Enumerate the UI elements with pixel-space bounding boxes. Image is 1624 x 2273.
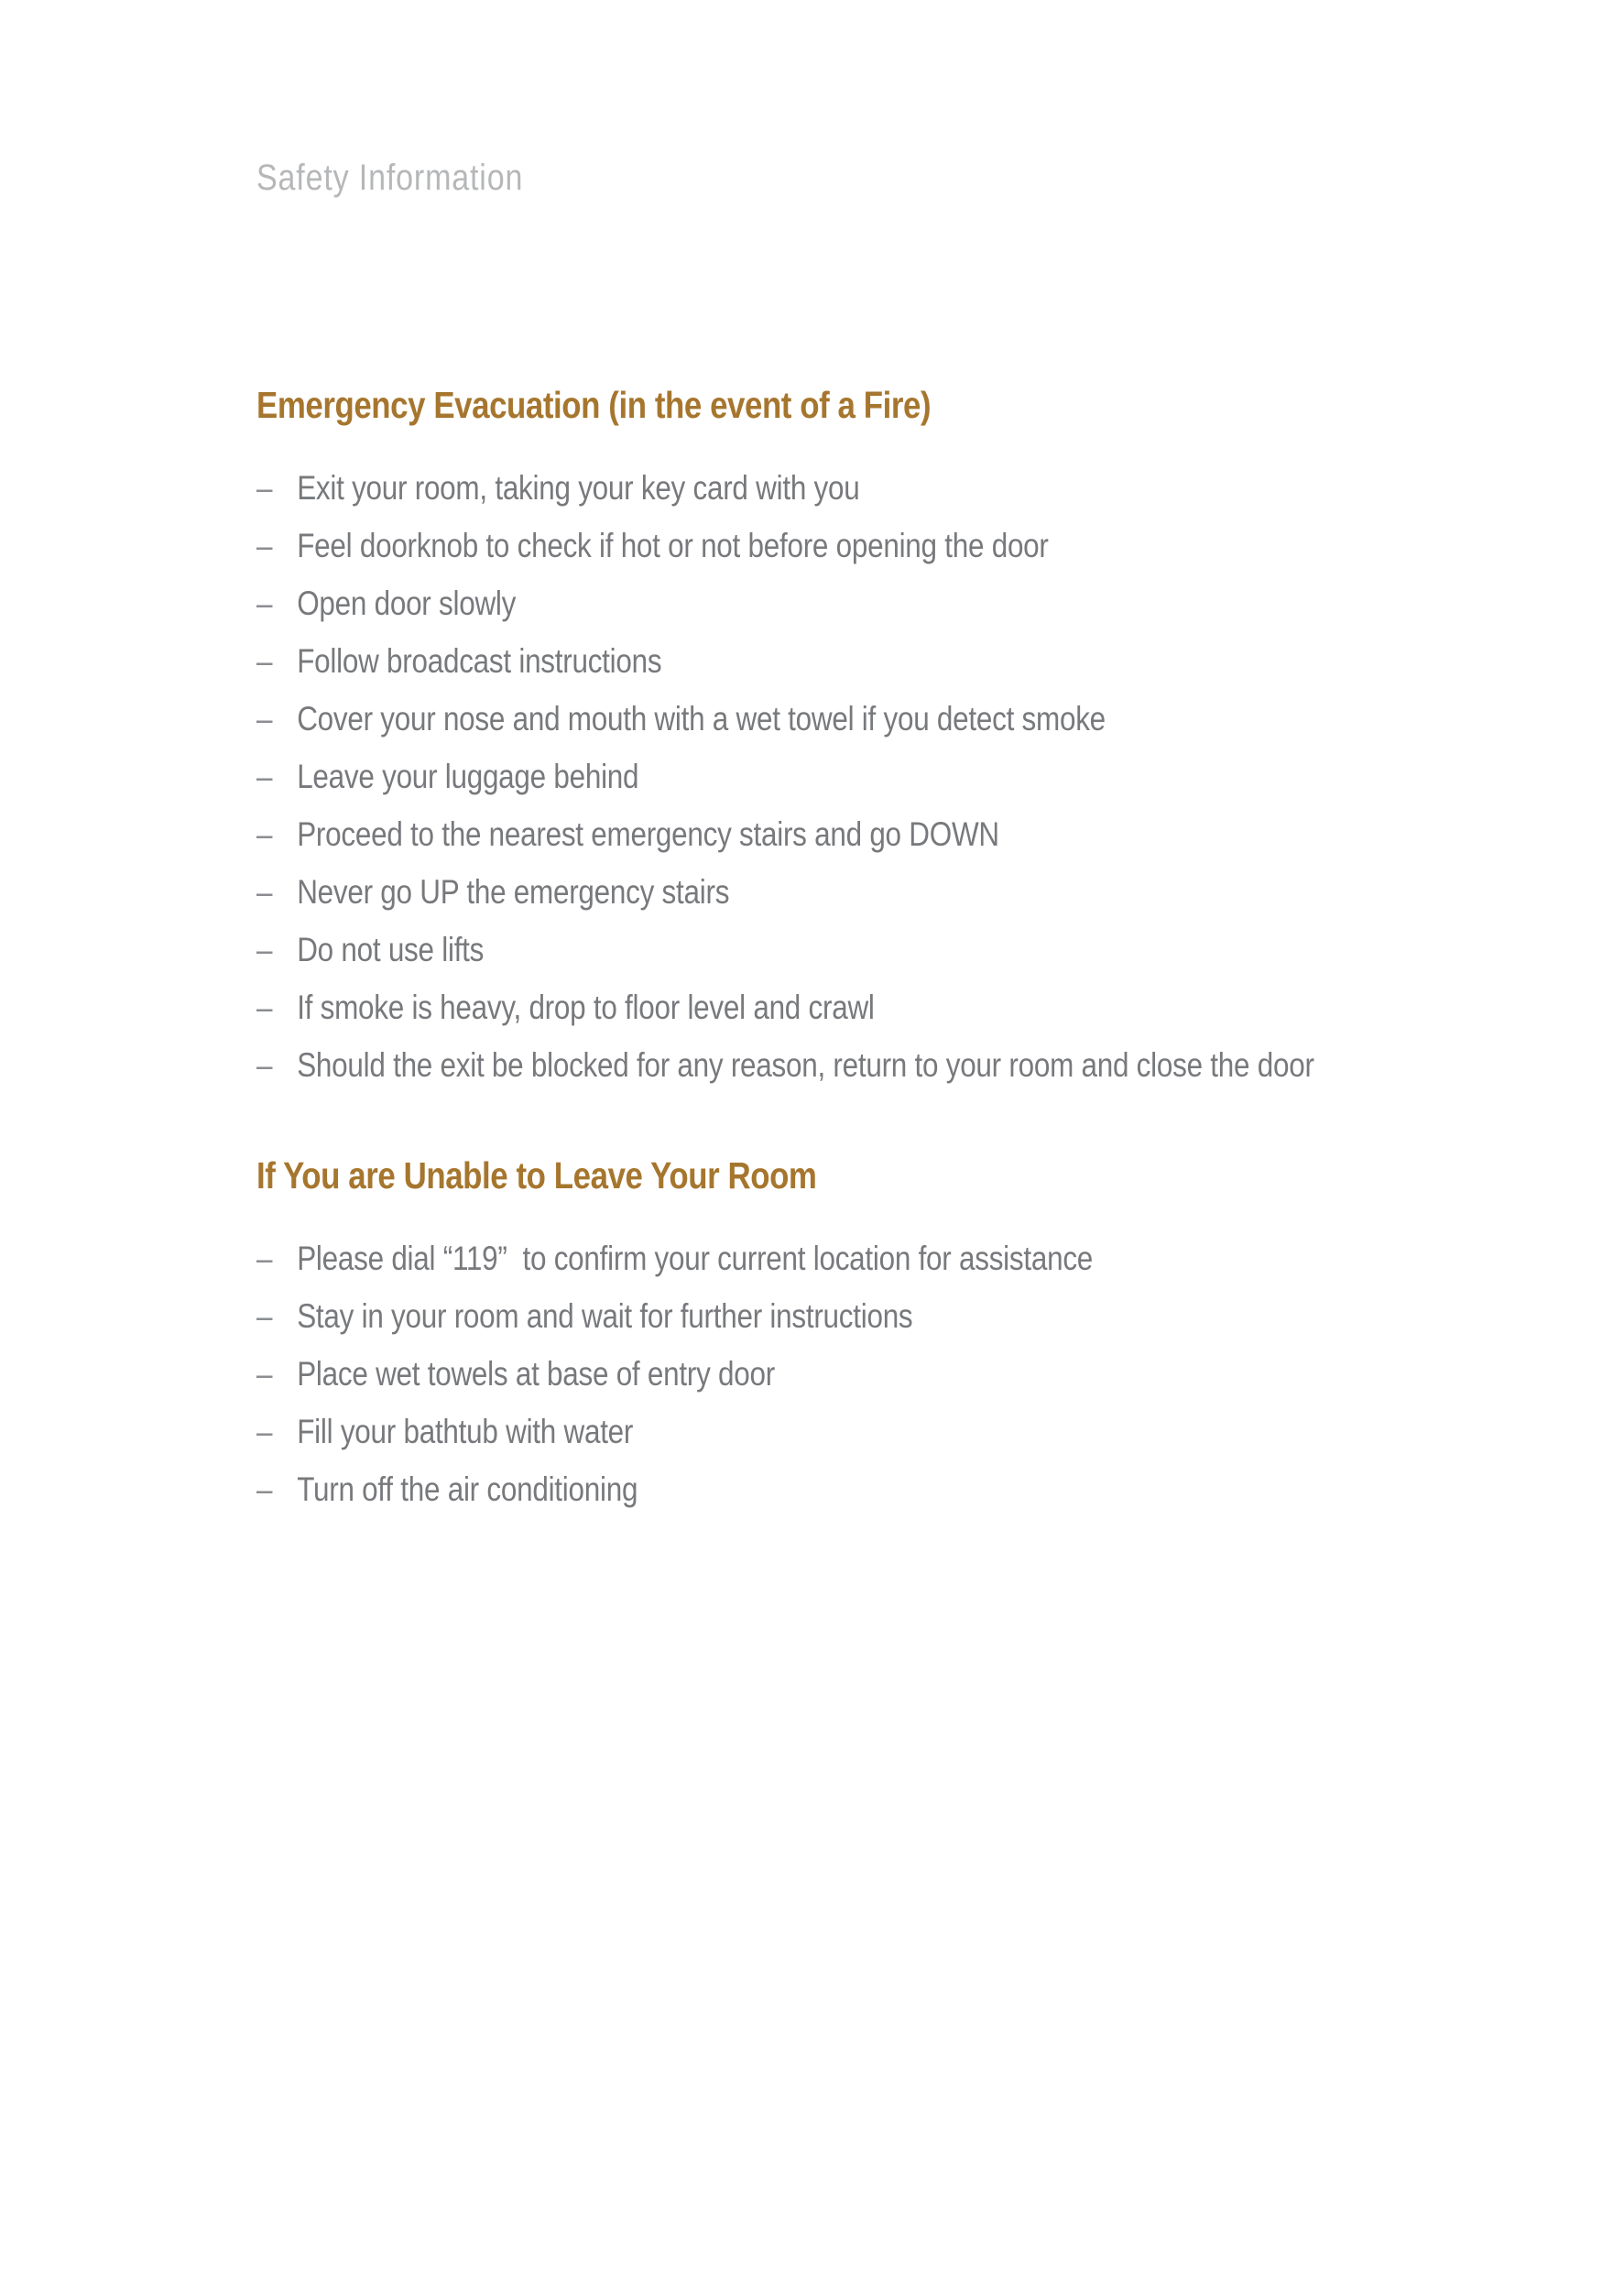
list-item <box>256 1287 1393 1345</box>
list-item <box>256 632 1393 690</box>
list-item <box>256 805 1393 863</box>
list-item <box>256 574 1393 632</box>
list-item-text: Feel doorknob to check if hot or not before opening the door <box>297 527 1049 564</box>
page-header-title: Safety Information <box>256 158 524 198</box>
list-item <box>256 863 1393 921</box>
bullet-list <box>256 459 1393 1094</box>
list-item <box>256 1460 1393 1518</box>
list-item-text: Please dial “119” to confirm your current location for assistance <box>297 1240 1094 1277</box>
list-item-text: Fill your bathtub with water <box>297 1413 634 1450</box>
dash-bullet-icon: – <box>256 1470 273 1508</box>
list-item-text: Never go UP the emergency stairs <box>297 873 730 911</box>
document-content <box>256 156 1393 1518</box>
list-item-text: Follow broadcast instructions <box>297 642 662 680</box>
list-item <box>256 517 1393 574</box>
bullet-list <box>256 1229 1393 1518</box>
dash-bullet-icon: – <box>256 469 273 507</box>
dash-bullet-icon: – <box>256 1355 273 1393</box>
list-item-text: Cover your nose and mouth with a wet towel if you detect smoke <box>297 700 1106 738</box>
list-item <box>256 690 1393 748</box>
list-item-text: Should the exit be blocked for any reason, return to your room and close the door <box>297 1046 1314 1084</box>
dash-bullet-icon: – <box>256 585 273 622</box>
list-item-text: Do not use lifts <box>297 931 485 968</box>
list-item-text: Exit your room, taking your key card with you <box>297 469 860 507</box>
section-heading: If You are Unable to Leave Your Room <box>256 1154 817 1197</box>
dash-bullet-icon: – <box>256 873 273 911</box>
list-item-text: Stay in your room and wait for further instructions <box>297 1297 913 1335</box>
list-item <box>256 1345 1393 1403</box>
dash-bullet-icon: – <box>256 527 273 564</box>
list-item <box>256 1403 1393 1460</box>
dash-bullet-icon: – <box>256 700 273 738</box>
dash-bullet-icon: – <box>256 1046 273 1084</box>
list-item-text: Proceed to the nearest emergency stairs and go DOWN <box>297 815 999 853</box>
dash-bullet-icon: – <box>256 642 273 680</box>
document-body <box>256 382 1393 1518</box>
section-heading: Emergency Evacuation (in the event of a Fire) <box>256 384 932 426</box>
list-item <box>256 978 1393 1036</box>
list-item-text: Leave your luggage behind <box>297 758 639 795</box>
dash-bullet-icon: – <box>256 758 273 795</box>
document-section <box>256 1153 1393 1518</box>
dash-bullet-icon: – <box>256 989 273 1026</box>
list-item-text: Turn off the air conditioning <box>297 1470 638 1508</box>
dash-bullet-icon: – <box>256 1240 273 1277</box>
dash-bullet-icon: – <box>256 931 273 968</box>
dash-bullet-icon: – <box>256 1297 273 1335</box>
list-item <box>256 921 1393 978</box>
dash-bullet-icon: – <box>256 815 273 853</box>
list-item <box>256 459 1393 517</box>
list-item <box>256 748 1393 805</box>
list-item <box>256 1229 1393 1287</box>
dash-bullet-icon: – <box>256 1413 273 1450</box>
list-item-text: If smoke is heavy, drop to floor level and crawl <box>297 989 875 1026</box>
list-item-text: Place wet towels at base of entry door <box>297 1355 775 1393</box>
document-section <box>256 382 1393 1094</box>
list-item <box>256 1036 1393 1094</box>
list-item-text: Open door slowly <box>297 585 517 622</box>
